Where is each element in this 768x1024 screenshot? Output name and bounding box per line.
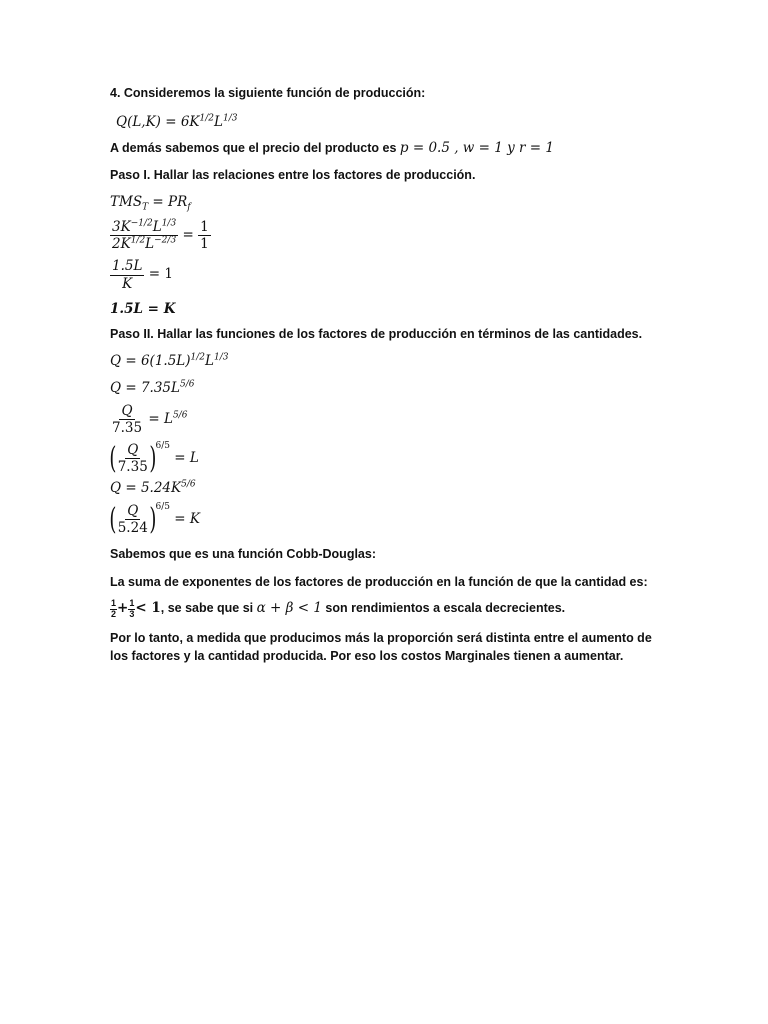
document-content (110, 84, 670, 665)
production-function-equation: $Q(L,K) = 6K^{1/2}L^{1/3}$ (116, 113, 238, 130)
k-of-q-fraction: $\frac{Q}{5.24}$ (117, 503, 148, 537)
paso2-heading: Paso II. Hallar las funciones de los factores de producción en términos de las cantidades. (110, 326, 643, 341)
prices-statement: A demás sabemos que el precio del producto es p = 0.5 , w = 1 y r = 1 (110, 140, 554, 156)
conclusion-paragraph: Por lo tanto, a medida que producimos más la proporción será distinta entre el aumento de los factores y la cantidad producida. Por eso los costos Marginales tienen a aumentar. (110, 631, 652, 664)
q-of-k-equation: $Q = 5.24K^{5/6}$ (110, 479, 196, 497)
k-of-q-equation: ( $\frac{Q}{5.24}$ )$^{6/5}$ = K (109, 501, 200, 537)
q-over-735-fraction: $\frac{Q}{7.35}$ (112, 402, 143, 436)
alpha-beta-inequality: α + β < 1 (256, 600, 322, 617)
one-third-fraction: $\frac{1}{3}$ (129, 598, 135, 619)
q-over-735-equation: $\frac{Q}{7.35}$ = $L^{5/6}$ (112, 402, 188, 436)
exponent-sum-statement: La suma de exponentes de los factores de producción en la función de que la cantidad es: (110, 575, 648, 590)
q-of-l-equation: $Q = 7.35L^{5/6}$ (110, 379, 195, 396)
simplified-ratio-equation: $\frac{1.5L}{K}$ = 1 (112, 258, 173, 292)
substitution-equation: $Q = 6(1.5L)^{1/2}L^{1/3}$ (110, 352, 229, 369)
prices-equation: p = 0.5 , w = 1 y r = 1 (399, 140, 554, 156)
tms-equation: $TMS_T = PR_f$ (110, 194, 191, 213)
one-half-fraction: $\frac{1}{2}$ (111, 598, 117, 619)
one-over-one-fraction: $\frac{1}{1}$ (200, 219, 209, 253)
l-of-q-equation: ( $\frac{Q}{7.35}$ )$^{6/5}$ = L (109, 440, 199, 476)
returns-to-scale-statement: $\frac{1}{2}$ + $\frac{1}{3}$ < 1, se sabe que si α + β < 1 son rendimientos a escala decrecientes. (111, 598, 566, 619)
simplified-fraction: $\frac{1.5L}{K}$ (112, 258, 143, 292)
paso1-heading: Paso I. Hallar las relaciones entre los factores de producción. (110, 168, 476, 182)
ratio-fraction: $\frac{3K^{-1/2}L^{1/3}}{2K^{1/2}L^{-2/3}}$ (112, 218, 177, 253)
problem-heading: 4. Consideremos la siguiente función de producción: (110, 86, 426, 100)
l-of-q-fraction: $\frac{Q}{7.35}$ (117, 441, 148, 476)
ratio-equation: $\frac{3K^{-1/2}L^{1/3}}{2K^{1/2}L^{-2/3}}$ = $\frac{1}{1}$ (112, 218, 209, 253)
cobb-douglas-statement: Sabemos que es una función Cobb-Douglas: (110, 547, 376, 562)
result-equation: 1.5L = K (110, 300, 176, 317)
